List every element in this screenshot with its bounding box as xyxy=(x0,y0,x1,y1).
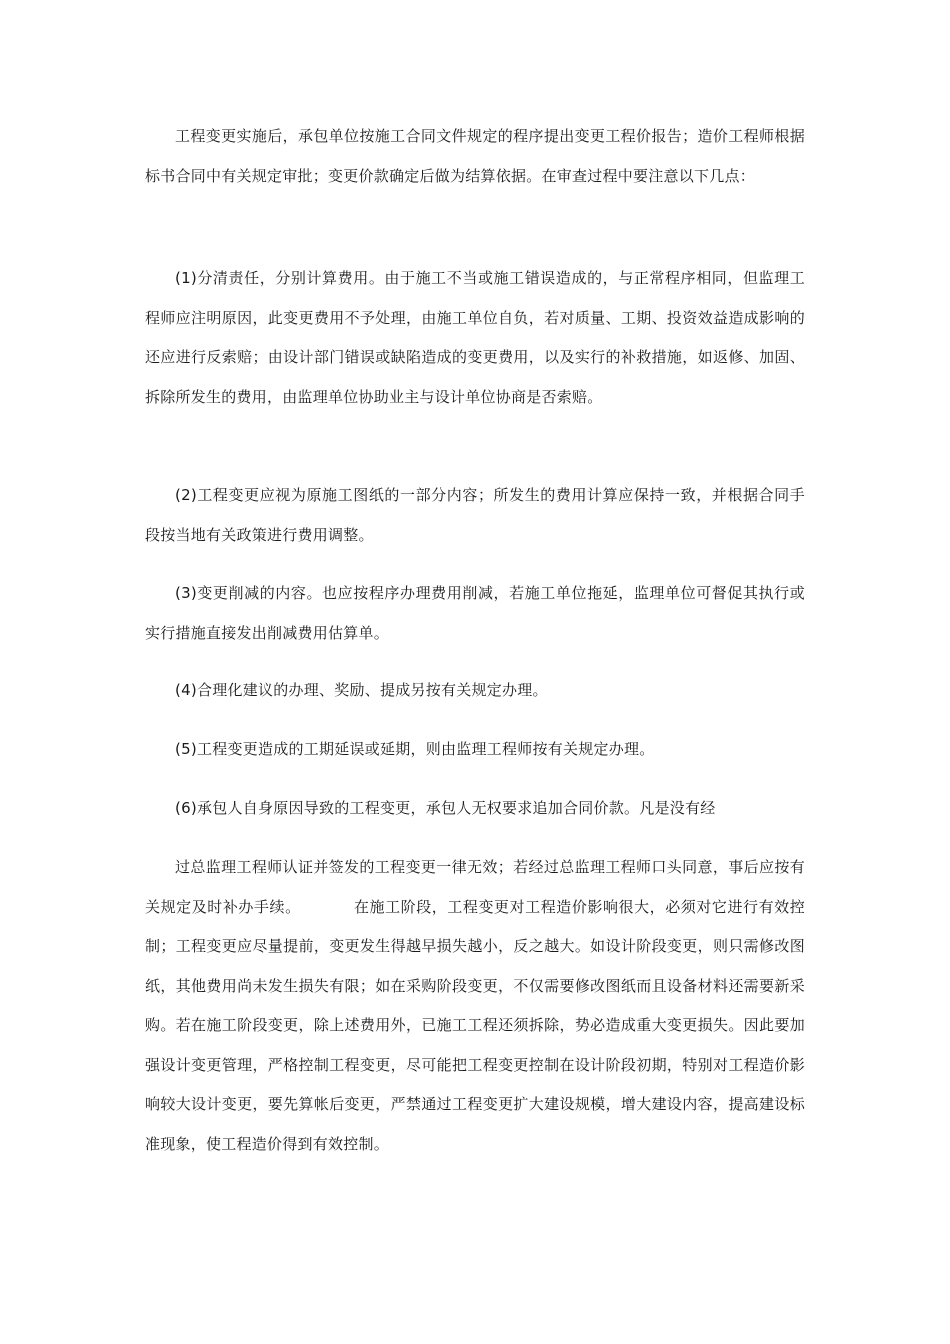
paragraph-item-1: (1)分清责任，分别计算费用。由于施工不当或施工错误造成的，与正常程序相同，但监理工程师应注明原因，此变更费用不予处理，由施工单位自负，若对质量、工期、投资效益造成影响的还应进行反索赔；由设计部门错误或缺陷造成的变更费用，以及实行的补救措施，如返修、加固、拆除所发生的费用，由监理单位协助业主与设计单位协商是否索赔。 xyxy=(145,269,805,406)
paragraph-item-2: (2)工程变更应视为原施工图纸的一部分内容；所发生的费用计算应保持一致，并根据合同手段按当地有关政策进行费用调整。 xyxy=(145,486,805,544)
paragraph-continuation: 过总监理工程师认证并签发的工程变更一律无效；若经过总监理工程师口头同意，事后应按有关规定及时补办手续。 在施工阶段，工程变更对工程造价影响很大，必须对它进行有效控制；工程变更应尽量提前，变更发生得越早损失越小，反之越大。如设计阶段变更，则只需修改图纸，其他费用尚未发生损失有限；如在采购阶段变更，不仅需要修改图纸而且设备材料还需要新采购。若在施工阶段变更，除上述费用外，已施工工程还须拆除，势必造成重大变更损失。因此要加强设计变更管理，严格控制工程变更，尽可能把工程变更控制在设计阶段初期，特别对工程造价影响较大设计变更，要先算帐后变更，严禁通过工程变更扩大建设规模，增大建设内容，提高建设标准现象，使工程造价得到有效控制。 xyxy=(145,858,805,1153)
paragraph-item-4: (4)合理化建议的办理、奖励、提成另按有关规定办理。 xyxy=(175,681,548,699)
paragraph-item-6: (6)承包人自身原因导致的工程变更，承包人无权要求追加合同价款。凡是没有经 xyxy=(175,799,716,817)
paragraph-intro: 工程变更实施后，承包单位按施工合同文件规定的程序提出变更工程价报告；造价工程师根据标书合同中有关规定审批；变更价款确定后做为结算依据。在审查过程中要注意以下几点： xyxy=(145,127,805,185)
paragraph-item-5: (5)工程变更造成的工期延误或延期，则由监理工程师按有关规定办理。 xyxy=(175,740,655,758)
paragraph-item-3: (3)变更削减的内容。也应按程序办理费用削减，若施工单位拖延，监理单位可督促其执行或实行措施直接发出削减费用估算单。 xyxy=(145,584,805,642)
